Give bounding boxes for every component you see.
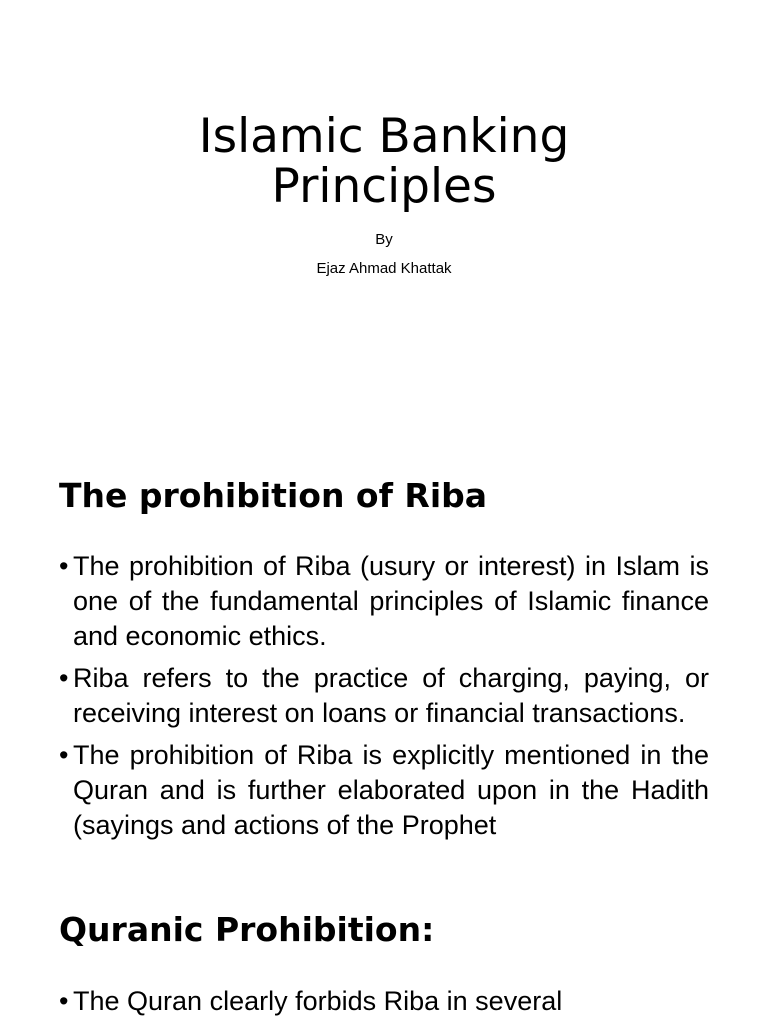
- quranic-prohibition-slide: [0, 864, 768, 1024]
- bullet-item: • The prohibition of Riba is explicitly mentioned in the Quran and is further elaborated upon in the Hadith (sayings and actions of the Prophet: [59, 738, 709, 843]
- presentation-title: [0, 109, 768, 214]
- bullet-item: • The Quran clearly forbids Riba in several: [59, 984, 709, 1019]
- slide-heading: The prohibition of Riba: [59, 476, 488, 515]
- title-line-1: Islamic Banking: [198, 109, 570, 164]
- bullet-item: • Riba refers to the practice of charging, paying, or receiving interest on loans or financial transactions.: [59, 661, 709, 731]
- author-name: Ejaz Ahmad Khattak: [316, 260, 452, 277]
- bullet-list: [59, 984, 709, 1024]
- bullet-list: [59, 549, 709, 850]
- by-label: By: [375, 231, 393, 248]
- riba-prohibition-slide: [0, 432, 768, 864]
- title-slide: [0, 0, 768, 432]
- slide-heading: Quranic Prohibition:: [59, 910, 435, 949]
- title-line-2: Principles: [271, 159, 497, 214]
- bullet-item: • The prohibition of Riba (usury or interest) in Islam is one of the fundamental principles of Islamic finance and economic ethics.: [59, 549, 709, 654]
